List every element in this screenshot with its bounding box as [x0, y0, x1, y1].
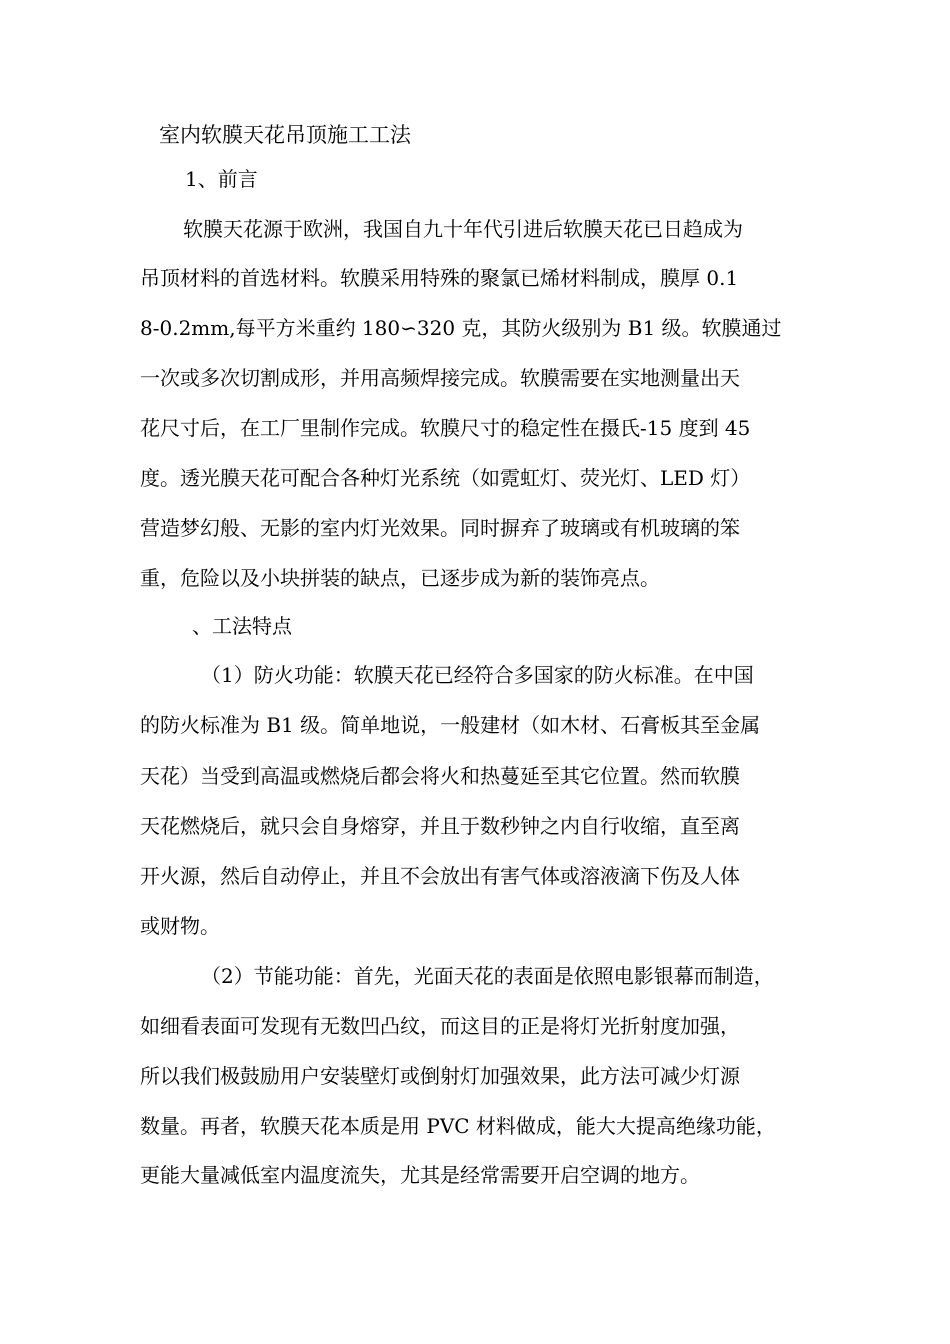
paragraph-line: 数量。再者，软膜天花本质是用 PVC 材料做成，能大大提高绝缘功能，: [140, 1114, 776, 1138]
paragraph-line: 吊顶材料的首选材料。软膜采用特殊的聚氯已烯材料制成，膜厚 0.1: [140, 266, 739, 290]
paragraph-line: 的防火标准为 B1 级。简单地说，一般建材（如木材、石膏板其至金属: [140, 713, 761, 737]
paragraph-line: 8-0.2mm,每平方米重约 180∽320 克，其防火级别为 B1 级。软膜通过: [140, 316, 782, 340]
paragraph-line: 度。透光膜天花可配合各种灯光系统（如霓虹灯、荧光灯、LED 灯）: [140, 466, 751, 490]
section-heading-preface: 1、前言: [185, 167, 258, 191]
paragraph-line: 营造梦幻般、无影的室内灯光效果。同时摒弃了玻璃或有机玻璃的笨: [140, 516, 740, 540]
paragraph-line: 天花燃烧后，就只会自身熔穿，并且于数秒钟之内自行收缩，直至离: [140, 814, 740, 838]
paragraph-line: （2）节能功能：首先，光面天花的表面是依照电影银幕而制造，: [201, 964, 774, 988]
paragraph-line: 重，危险以及小块拼装的缺点，已逐步成为新的装饰亮点。: [140, 566, 660, 590]
paragraph-line: 所以我们极鼓励用户安装壁灯或倒射灯加强效果，此方法可减少灯源: [140, 1064, 740, 1088]
paragraph-line: 天花）当受到高温或燃烧后都会将火和热蔓延至其它位置。然而软膜: [140, 764, 740, 788]
document-title: 室内软膜天花吊顶施工工法: [159, 123, 411, 147]
section-heading-features: 、工法特点: [192, 614, 292, 638]
paragraph-line: 花尺寸后，在工厂里制作完成。软膜尺寸的稳定性在摄氏-15 度到 45: [140, 416, 751, 440]
paragraph-line: （1）防火功能：软膜天花已经符合多国家的防火标准。在中国: [201, 663, 754, 687]
paragraph-line: 开火源，然后自动停止，并且不会放出有害气体或溶液滴下伤及人体: [140, 864, 740, 888]
paragraph-line: 或财物。: [140, 914, 220, 938]
paragraph-line: 一次或多次切割成形，并用高频焊接完成。软膜需要在实地测量出天: [140, 366, 740, 390]
paragraph-line: 软膜天花源于欧洲，我国自九十年代引进后软膜天花已日趋成为: [183, 217, 743, 241]
paragraph-line: 如细看表面可发现有无数凹凸纹，而这目的正是将灯光折射度加强，: [140, 1014, 740, 1038]
paragraph-line: 更能大量减低室内温度流失，尤其是经常需要开启空调的地方。: [140, 1163, 700, 1187]
